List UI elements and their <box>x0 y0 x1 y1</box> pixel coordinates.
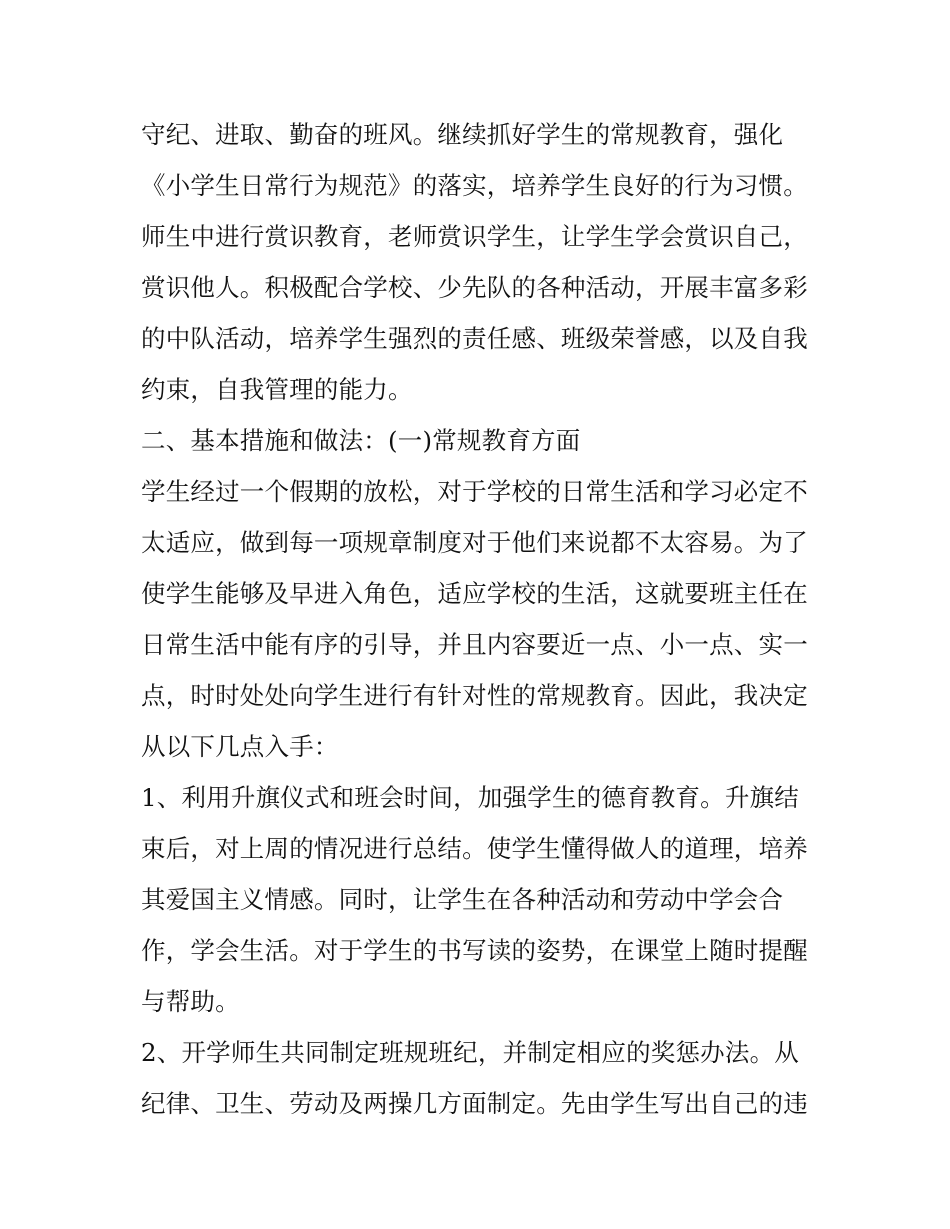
text-line: 使学生能够及早进入角色，适应学校的生活，这就要班主任在 <box>141 579 808 608</box>
text-line: 学生经过一个假期的放松，对于学校的日常生活和学习必定不 <box>141 477 808 506</box>
text-line: 与帮助。 <box>141 987 240 1016</box>
text-line: 太适应，做到每一项规章制度对于他们来说都不太容易。为了 <box>141 528 808 557</box>
text-line: 守纪、进取、勤奋的班风。继续抓好学生的常规教育，强化 <box>141 120 784 149</box>
text-line: 《小学生日常行为规范》的落实，培养学生良好的行为习惯。 <box>141 171 808 200</box>
text-line: 赏识他人。积极配合学校、少先队的各种活动，开展丰富多彩 <box>141 273 808 302</box>
text-line: 束后，对上周的情况进行总结。使学生懂得做人的道理，培养 <box>141 834 808 863</box>
document-body <box>141 109 821 1129</box>
text-line: 从以下几点入手： <box>141 732 339 761</box>
text-line: 纪律、卫生、劳动及两操几方面制定。先由学生写出自己的违 <box>141 1089 808 1118</box>
text-line: 其爱国主义情感。同时，让学生在各种活动和劳动中学会合 <box>141 885 784 914</box>
text-line: 约束，自我管理的能力。 <box>141 375 413 404</box>
text-line: 的中队活动，培养学生强烈的责任感、班级荣誉感，以及自我 <box>141 324 808 353</box>
text-line: 日常生活中能有序的引导，并且内容要近一点、小一点、实一 <box>141 630 808 659</box>
text-line: 师生中进行赏识教育，老师赏识学生，让学生学会赏识自己， <box>141 222 808 251</box>
list-item-2: 2、开学师生共同制定班规班纪，并制定相应的奖惩办法。从 <box>141 1038 799 1067</box>
text-line: 点，时时处处向学生进行有针对性的常规教育。因此，我决定 <box>141 681 808 710</box>
list-item-1: 1、利用升旗仪式和班会时间，加强学生的德育教育。升旗结 <box>141 783 799 812</box>
text-line: 作，学会生活。对于学生的书写读的姿势，在课堂上随时提醒 <box>141 936 808 965</box>
section-heading: 二、基本措施和做法：(一)常规教育方面 <box>141 426 581 455</box>
